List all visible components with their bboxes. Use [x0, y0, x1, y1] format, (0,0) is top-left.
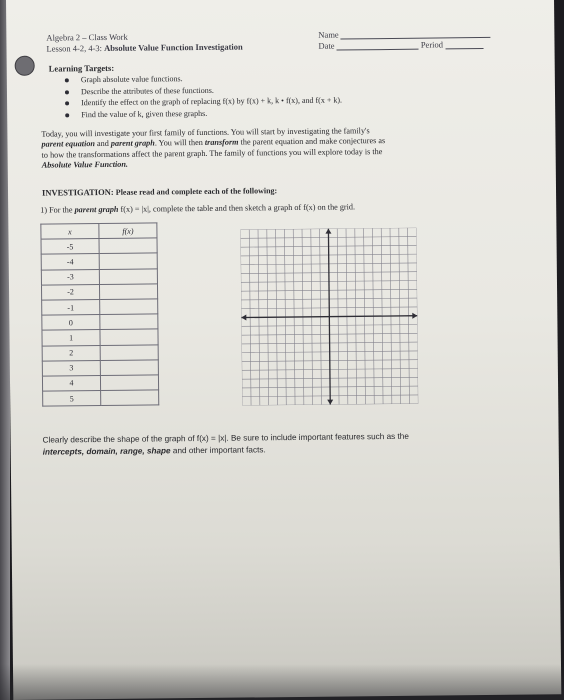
- period-blank[interactable]: [445, 48, 483, 49]
- bullet-icon: [65, 90, 69, 94]
- name-label: Name: [318, 29, 339, 40]
- target-item: Graph absolute value functions.: [65, 72, 342, 86]
- describe-line-1: Clearly describe the shape of the graph of f(x) = |x|. Be sure to include important features such as the: [42, 431, 409, 445]
- intro-line-1: Today, you will investigate your first family of functions. You will start by investigating the family's: [41, 126, 370, 139]
- col-fx-header: f(x): [99, 223, 157, 239]
- x-axis-left-arrow-icon: [241, 315, 246, 321]
- table-row: -4: [41, 253, 157, 269]
- grid-svg[interactable]: [240, 228, 418, 406]
- intro-line-4: Absolute Value Function.: [41, 159, 129, 170]
- binder-hole: [15, 56, 35, 76]
- investigation-heading: INVESTIGATION: Please read and complete each of the following:: [41, 186, 278, 198]
- fx-cell[interactable]: [99, 253, 157, 269]
- fx-cell[interactable]: [100, 314, 158, 330]
- answer-area[interactable]: [43, 461, 485, 636]
- table-header-row: [41, 223, 157, 239]
- intro-line-2: parent equation and parent graph. You will then transform the parent equation and make conjectures as: [41, 136, 386, 149]
- target-item: Find the value of k, given these graphs.: [65, 107, 342, 121]
- fx-cell[interactable]: [100, 299, 158, 315]
- bullet-icon: [65, 113, 69, 117]
- y-axis-up-arrow-icon: [325, 229, 331, 234]
- date-label: Date: [318, 40, 335, 51]
- fx-cell[interactable]: [101, 390, 159, 406]
- learning-targets-list: [65, 72, 342, 121]
- table-row: -2: [41, 284, 157, 300]
- photo-shadow: [0, 664, 564, 700]
- fx-cell[interactable]: [100, 344, 158, 360]
- x-axis-right-arrow-icon: [412, 313, 417, 319]
- describe-line-2: intercepts, domain, range, shape and other important facts.: [42, 445, 266, 457]
- fx-cell[interactable]: [100, 360, 158, 376]
- target-item: Identify the effect on the graph of replacing f(x) by f(x) + k, k • f(x), and f(x + k).: [65, 95, 342, 109]
- lesson-prefix: Lesson 4-2, 4-3:: [46, 42, 103, 54]
- intro-line-3: to how the transformations affect the parent graph. The family of functions you will explore today is the: [41, 146, 383, 160]
- table-row: 1: [42, 329, 158, 345]
- fx-cell[interactable]: [100, 375, 158, 391]
- question-1: 1) For the parent graph f(x) = |x|, complete the table and then sketch a graph of f(x) on the grid.: [40, 202, 356, 215]
- table-row: 5: [43, 390, 159, 406]
- target-item: Describe the attributes of these functions.: [65, 84, 342, 98]
- name-field[interactable]: [318, 28, 491, 40]
- lesson-line: [46, 42, 242, 54]
- date-field[interactable]: [318, 39, 483, 51]
- bullet-icon: [65, 102, 69, 106]
- table-row: 3: [42, 360, 158, 376]
- lesson-title: Absolute Value Function Investigation: [104, 41, 243, 53]
- table-row: -5: [41, 238, 157, 254]
- fx-cell[interactable]: [100, 329, 158, 345]
- table-row: -1: [42, 299, 158, 315]
- table-row: 2: [42, 344, 158, 360]
- bullet-icon: [65, 79, 69, 83]
- table-row: -3: [41, 268, 157, 284]
- course-title: Algebra 2 – Class Work: [46, 31, 128, 43]
- table-row: 0: [42, 314, 158, 330]
- fx-cell[interactable]: [99, 284, 157, 300]
- period-label: Period: [420, 39, 444, 50]
- fx-cell[interactable]: [99, 238, 157, 254]
- coordinate-grid[interactable]: [240, 228, 418, 406]
- fx-cell[interactable]: [99, 268, 157, 284]
- col-x-header: x: [41, 224, 99, 240]
- date-blank[interactable]: [337, 49, 419, 51]
- worksheet-page: [6, 0, 561, 700]
- learning-targets-heading: Learning Targets:: [48, 62, 115, 74]
- table-row: 4: [42, 375, 158, 391]
- y-axis-down-arrow-icon: [327, 400, 333, 405]
- intro-paragraph: [41, 125, 471, 171]
- values-table: [40, 222, 159, 406]
